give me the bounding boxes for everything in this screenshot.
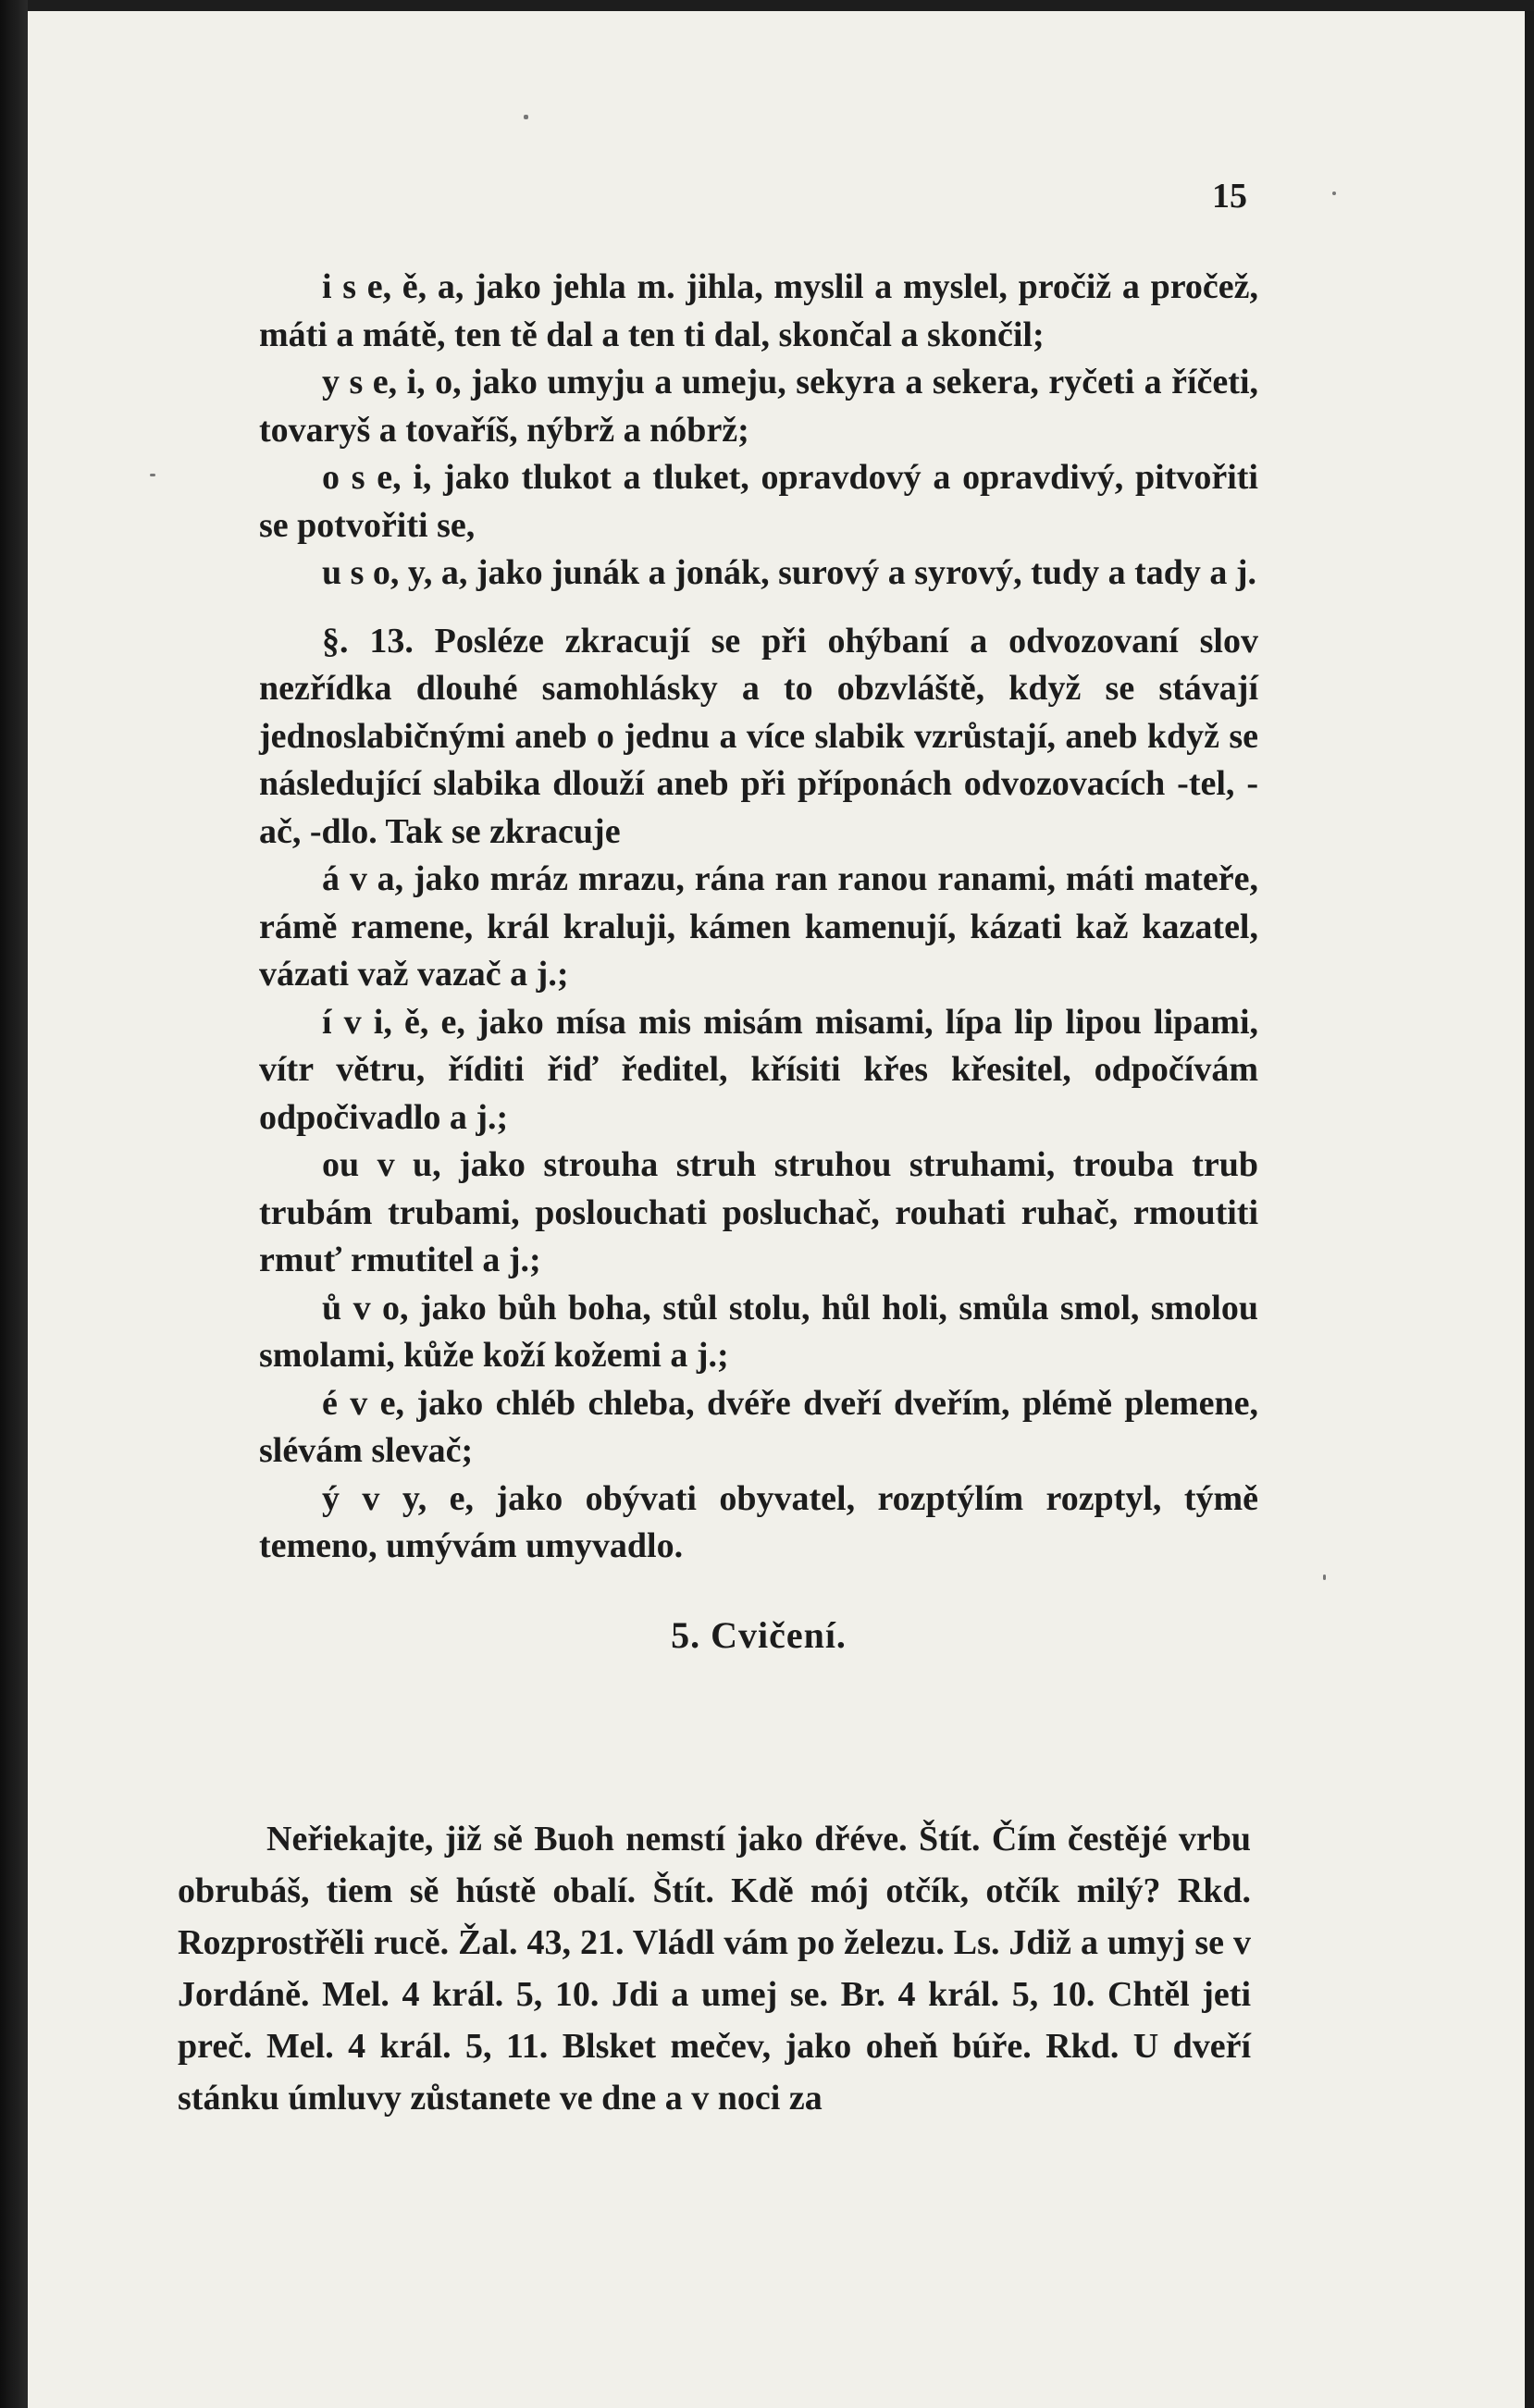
paragraph-section-13: §. 13. Posléze zkracují se při ohýbaní a odvozovaní slov nezřídka dlouhé samohlásky a to obzvláště, když se stávají jednoslabičnými aneb o jednu a více slabik vzrůstají, aneb když se následující slabika dlouží aneb při příponách odvozovacích -tel, -ač, -dlo. Tak se zkracuje [259,621,1258,851]
main-text [259,264,1258,1698]
paragraph-vowel-o: o s e, i, jako tlukot a tluket, opravdový a opravdivý, pitvořiti se potvořiti se, [259,458,1258,545]
speck [524,115,528,119]
paragraph-shortening-i: í v i, ě, e, jako mísa mis misám misami, lípa lip lipou lipami, vítr větru, říditi řiď ředitel, křísiti křes křesitel, odpočívám odpočivadlo a j.; [259,1002,1258,1137]
speck [1332,191,1336,195]
paragraph-shortening-a: á v a, jako mráz mrazu, rána ran ranou ranami, máti mateře, rámě ramene, král kraluji, kámen kamenují, kázati kaž kazatel, vázati važ vazač a j.; [259,859,1258,994]
scan-top-edge [0,0,1534,11]
paragraph-shortening-ou: ou v u, jako strouha struh struhou struhami, trouba trub trubám trubami, poslouchati posluchač, rouhati ruhač, rmoutiti rmuť rmutitel a j.; [259,1145,1258,1279]
paragraph-vowel-y: y s e, i, o, jako umyju a umeju, sekyra a sekera, ryčeti a říčeti, tovaryš a tovaříš, nýbrž a nóbrž; [259,363,1258,450]
paragraph-vowel-u: u s o, y, a, jako junák a jonák, surový a syrový, tudy a tady a j. [322,553,1257,592]
scan-left-edge [0,0,28,2408]
exercise-paragraph: Neřiekajte, již sě Buoh nemstí jako dřéve. Štít. Čím čestějé vrbu obrubáš, tiem sě hústě obalí. Štít. Kdě mój otčík, otčík milý? Rkd. Rozprostřěli rucě. Žal. 43, 21. Vládl vám po železu. Ls. Jdiž a umyj se v Jordáně. Mel. 4 král. 5, 10. Jdi a umej se. Br. 4 král. 5, 10. Chtěl jeti preč. Mel. 4 král. 5, 11. Blsket mečev, jako oheň búře. Rkd. U dveří stánku úmluvy zůstanete ve dne a v noci za [178,1820,1251,2118]
exercise-heading: 5. Cvičení. [671,1613,847,1656]
paragraph-shortening-y: ý v y, e, jako obývati obyvatel, rozptýlím rozptyl, týmě temeno, umývám umyvadlo. [259,1478,1258,1565]
speck [150,474,155,476]
paragraph-shortening-uu: ů v o, jako bůh boha, stůl stolu, hůl holi, smůla smol, smolou smolami, kůže koží kožemi a j.; [259,1288,1258,1375]
paragraph-shortening-e: é v e, jako chléb chleba, dvéře dveří dveřím, plémě plemene, slévám slevač; [259,1383,1258,1470]
speck [1323,1574,1326,1580]
page-number: 15 [1212,177,1247,216]
paragraph-vowel-i: i s e, ě, a, jako jehla m. jihla, myslil a myslel, pročiž a pročež, máti a mátě, ten tě dal a ten ti dal, skončal a skončil; [259,267,1258,354]
exercise-text [178,1813,1251,2124]
